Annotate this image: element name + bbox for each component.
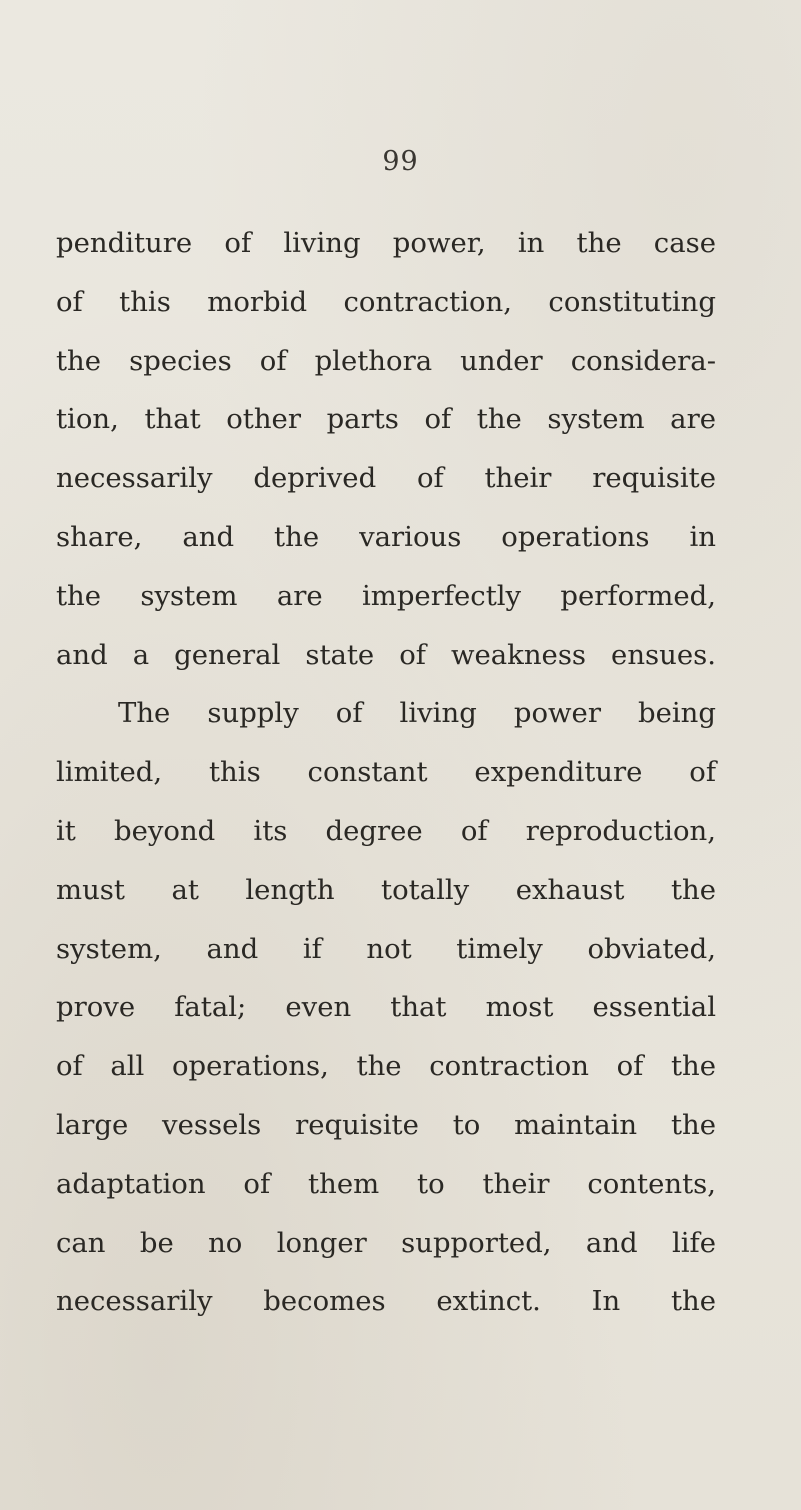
text-line: of all operations, the contraction of the: [56, 1050, 716, 1083]
text-line: prove fatal; even that most essential: [56, 991, 716, 1024]
text-line: necessarily deprived of their requisite: [56, 462, 716, 495]
text-line: necessarily becomes extinct. In the: [56, 1285, 716, 1318]
page-number: 99: [382, 146, 419, 177]
text-line: penditure of living power, in the case: [56, 227, 716, 259]
text-line: large vessels requisite to maintain the: [56, 1108, 716, 1141]
text-line: it beyond its degree of reproduction,: [56, 814, 716, 847]
text-line: can be no longer supported, and life: [56, 1226, 716, 1259]
text-line: adaptation of them to their contents,: [56, 1167, 716, 1200]
text-line: tion, that other parts of the system are: [56, 403, 716, 436]
text-line: must at length totally exhaust the: [56, 873, 716, 906]
body-text: [56, 214, 716, 1331]
text-line: share, and the various operations in: [56, 520, 716, 553]
text-line: and a general state of weakness ensues.: [56, 638, 716, 671]
text-line: of this morbid contraction, constituting: [56, 285, 716, 318]
text-line: the system are imperfectly performed,: [56, 579, 716, 612]
text-line: the species of plethora under considera-: [56, 344, 716, 377]
paragraph-start-line: The supply of living power being: [118, 697, 716, 730]
text-line: system, and if not timely obviated,: [56, 932, 716, 965]
text-line: limited, this constant expenditure of: [56, 756, 716, 789]
